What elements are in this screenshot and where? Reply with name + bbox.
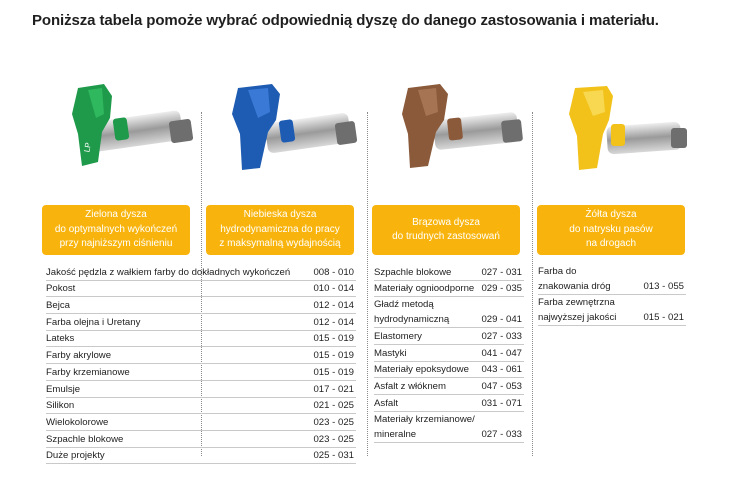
badge-green-nozzle: Zielona dysza do optymalnych wykończeń przy najniższym ciśnieniu — [42, 205, 190, 255]
nozzle-column-yellow — [537, 84, 697, 256]
table-row: Bejca 012 - 014 — [46, 297, 356, 314]
table-brown — [374, 264, 524, 443]
table-row: Elastomery 027 - 033 — [374, 328, 524, 345]
table-row: Wielokolorowe 023 - 025 — [46, 414, 356, 431]
table-row: Lateks 015 - 019 — [46, 331, 356, 348]
nozzle-column-brown — [372, 84, 532, 256]
table-row: Silikon 021 - 025 — [46, 398, 356, 415]
table-row: Pokost 010 - 014 — [46, 281, 356, 298]
table-green-blue — [46, 264, 356, 464]
yellow-nozzle-icon — [547, 84, 695, 204]
table-row: Szpachle blokowe 027 - 031 — [374, 264, 524, 281]
table-row: Farba olejna i Uretany 012 - 014 — [46, 314, 356, 331]
nozzle-column-blue — [206, 84, 366, 256]
table-row: Duże projekty 025 - 031 — [46, 448, 356, 465]
column-divider — [367, 112, 368, 456]
badge-yellow-nozzle: Żółta dysza do natrysku pasów na drogach — [537, 205, 685, 255]
page-title: Poniższa tabela pomoże wybrać odpowiednią dyszę do danego zastosowania i materiału. — [32, 12, 659, 29]
blue-nozzle-icon — [216, 84, 364, 204]
table-row: Asfalt z włóknem 047 - 053 — [374, 378, 524, 395]
table-row: Emulsje 017 - 021 — [46, 381, 356, 398]
table-row: Gładź metodą hydrodynamiczną 029 - 041 — [374, 297, 524, 328]
table-yellow — [538, 264, 686, 326]
svg-text:LP: LP — [82, 141, 93, 153]
table-row: Materiały epoksydowe 043 - 061 — [374, 362, 524, 379]
badge-brown-nozzle: Brązowa dysza do trudnych zastosowań — [372, 205, 520, 255]
table-row: Szpachle blokowe 023 - 025 — [46, 431, 356, 448]
table-row: Farby akrylowe 015 - 019 — [46, 347, 356, 364]
nozzle-column-green — [42, 84, 202, 256]
table-row: Materiały krzemianowe/ mineralne 027 - 033 — [374, 412, 524, 443]
table-row: Farby krzemianowe 015 - 019 — [46, 364, 356, 381]
brown-nozzle-icon — [382, 84, 530, 204]
table-row: Materiały ognioodporne 029 - 035 — [374, 281, 524, 298]
table-row: Farba zewnętrzna najwyższej jakości 015 - 021 — [538, 295, 686, 326]
table-row: Asfalt 031 - 071 — [374, 395, 524, 412]
table-row: Jakość pędzla z wałkiem farby do dokładnych wykończeń 008 - 010 — [46, 264, 356, 281]
table-row: Farba do znakowania dróg 013 - 055 — [538, 264, 686, 295]
badge-blue-nozzle: Niebieska dysza hydrodynamiczna do pracy z maksymalną wydajnością — [206, 205, 354, 255]
green-lp-nozzle-icon — [52, 84, 200, 204]
table-row: Mastyki 041 - 047 — [374, 345, 524, 362]
column-divider — [532, 112, 533, 456]
